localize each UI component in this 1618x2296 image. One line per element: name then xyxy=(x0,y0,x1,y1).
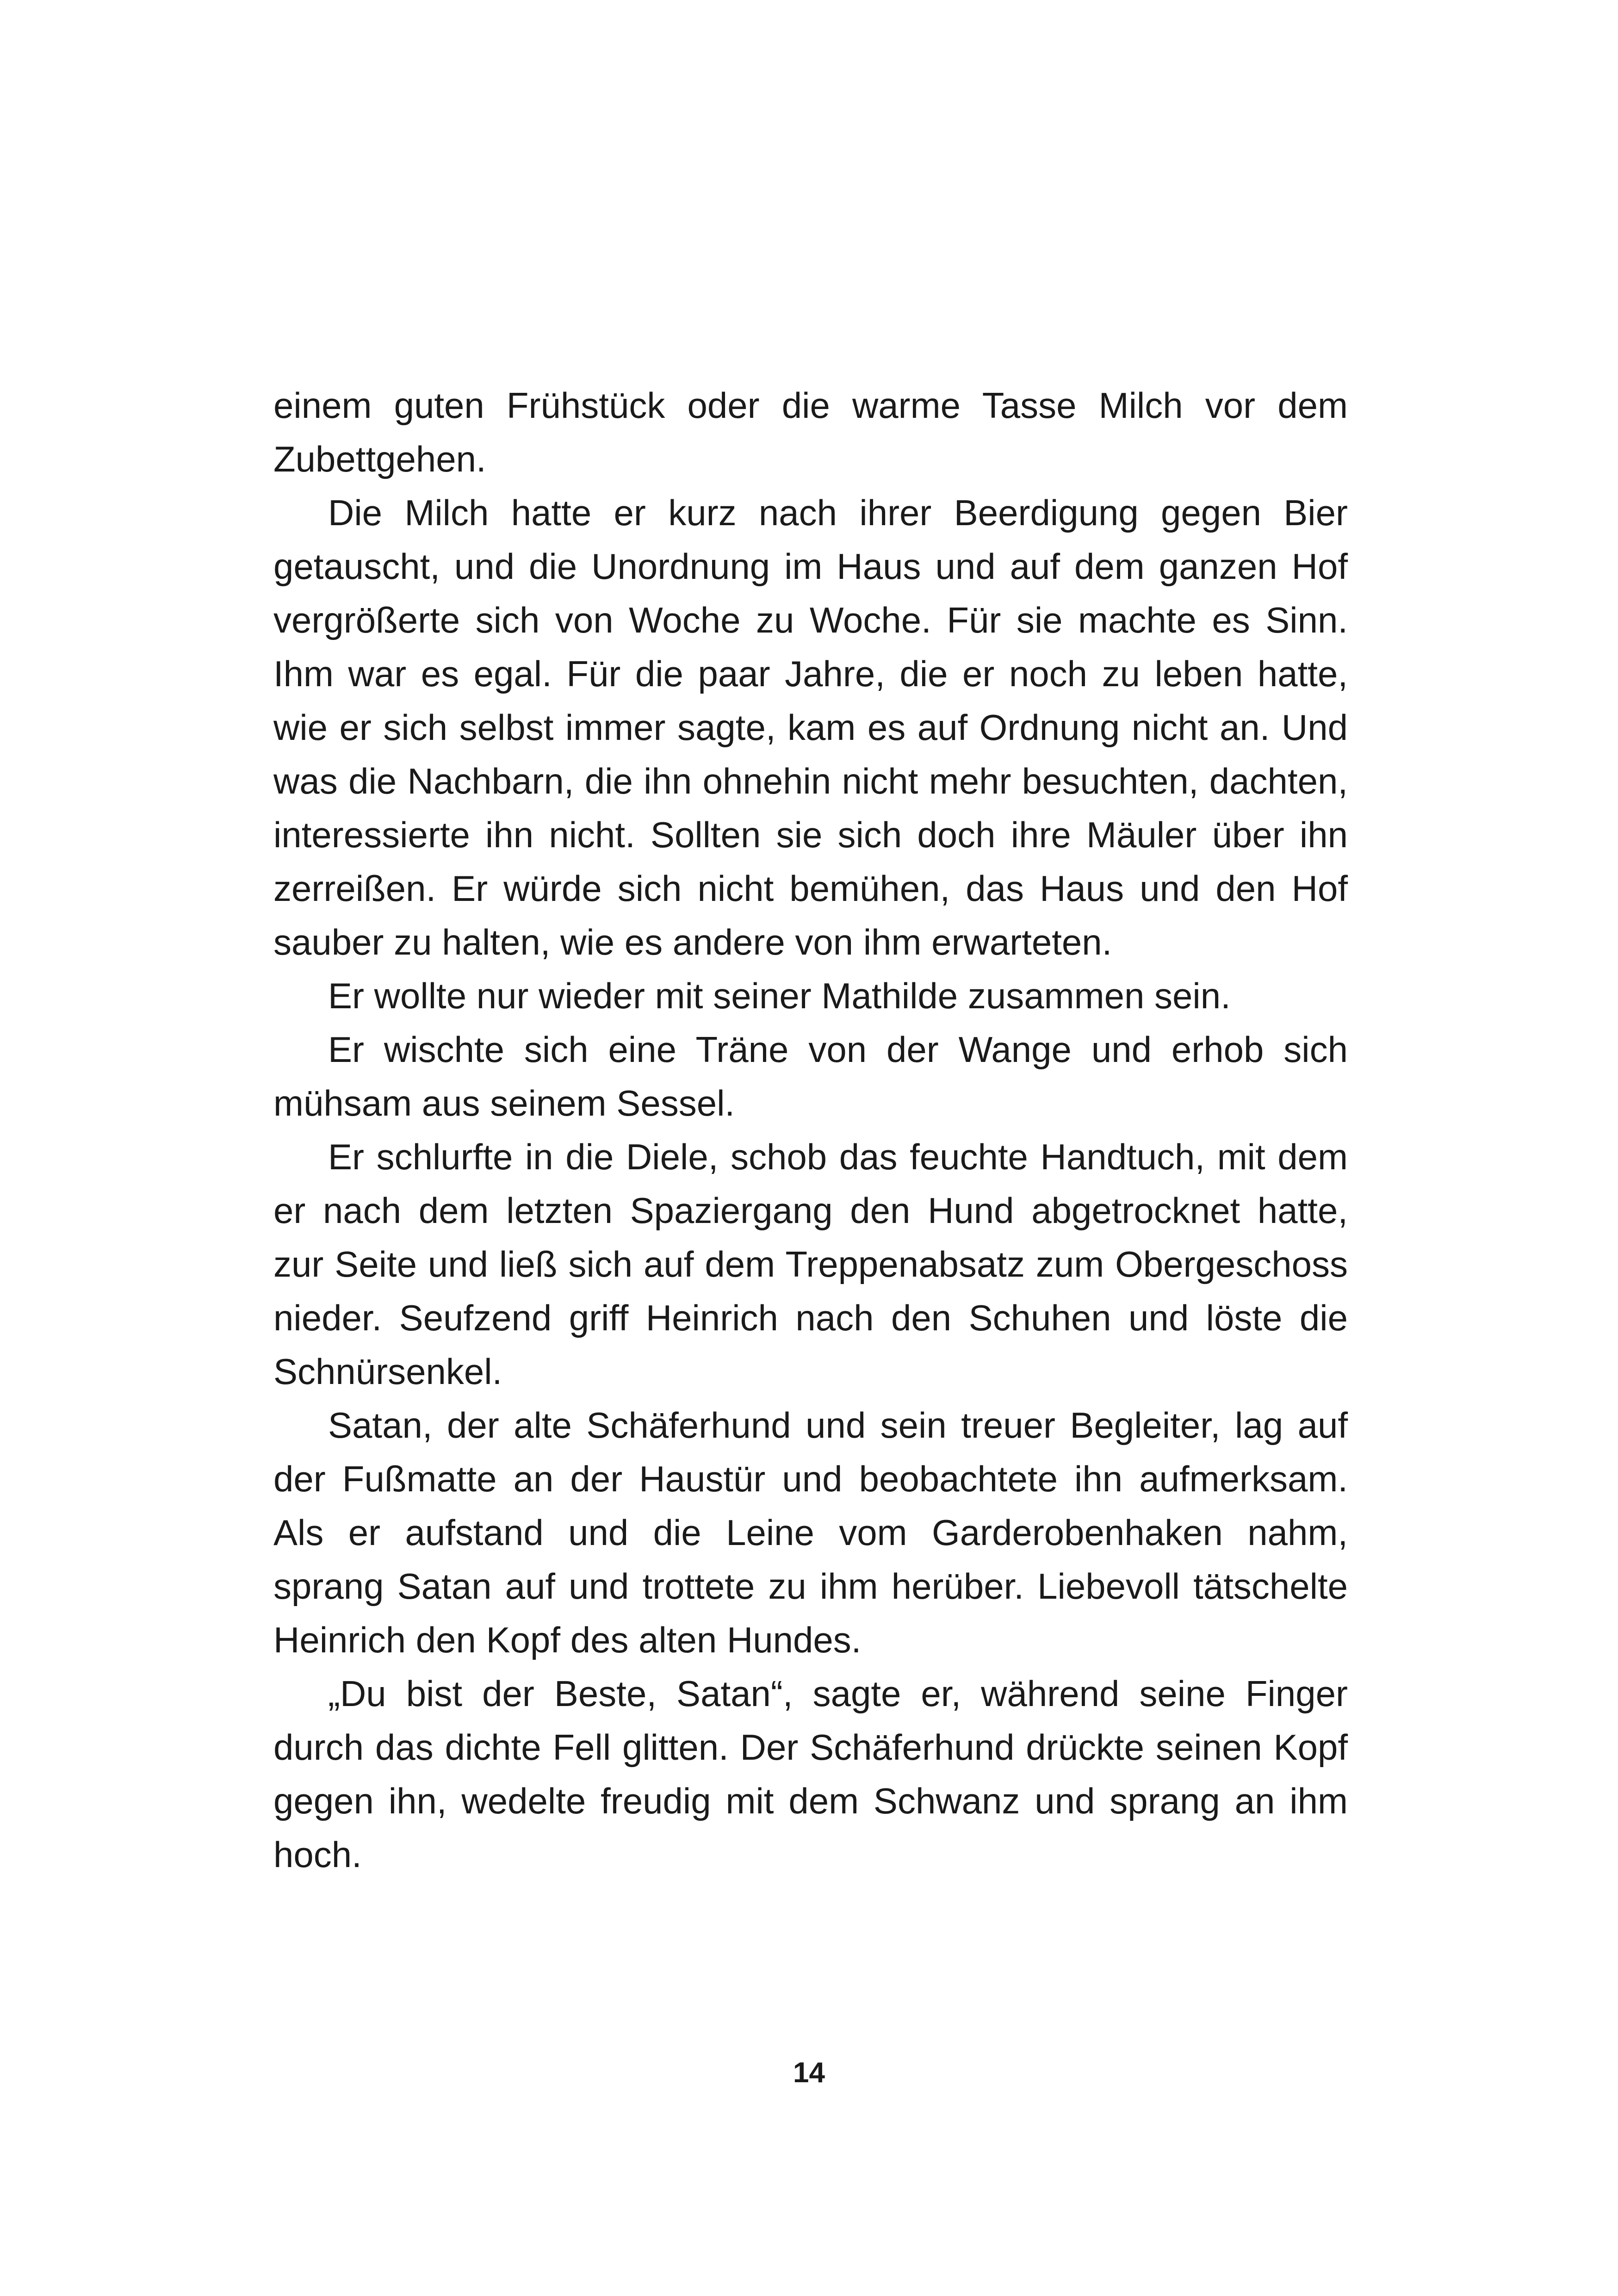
paragraph: Die Milch hatte er kurz nach ihrer Beerdigung gegen Bier getauscht, und die Unordnung im Haus und auf dem ganzen Hof vergrößerte sich von Woche zu Woche. Für sie machte es Sinn. Ihm war es egal. Für die paar Jahre, die er noch zu leben hatte, wie er sich selbst immer sagte, kam es auf Ordnung nicht an. Und was die Nachbarn, die ihn ohnehin nicht mehr besuchten, dachten, interessierte ihn nicht. Sollten sie sich doch ihre Mäuler über ihn zerreißen. Er würde sich nicht bemühen, das Haus und den Hof sauber zu halten, wie es andere von ihm erwarteten. xyxy=(273,492,1348,962)
paragraph: Er schlurfte in die Diele, schob das feuchte Handtuch, mit dem er nach dem letzten Spaziergang den Hund abgetrocknet hatte, zur Seite und ließ sich auf dem Treppenabsatz zum Obergeschoss nieder. Seufzend griff Heinrich nach den Schuhen und löste die Schnürsenkel. xyxy=(273,1136,1348,1392)
page-number: 14 xyxy=(793,2057,825,2089)
body-text xyxy=(273,379,1348,1881)
paragraph: Satan, der alte Schäferhund und sein treuer Begleiter, lag auf der Fußmatte an der Haustür und beobachtete ihn aufmerksam. Als er aufstand und die Leine vom Garderobenhaken nahm, sprang Satan auf und trottete zu ihm herüber. Liebevoll tätschelte Heinrich den Kopf des alten Hundes. xyxy=(273,1405,1348,1660)
paragraph: Er wollte nur wieder mit seiner Mathilde zusammen sein. xyxy=(328,975,1231,1016)
paragraph: „Du bist der Beste, Satan“, sagte er, während seine Finger durch das dichte Fell glitten. Der Schäferhund drückte seinen Kopf gegen ihn, wedelte freudig mit dem Schwanz und sprang an ihm hoch. xyxy=(273,1673,1348,1875)
paragraph: Er wischte sich eine Träne von der Wange und erhob sich mühsam aus seinem Sessel. xyxy=(273,1029,1348,1123)
paragraph: einem guten Frühstück oder die warme Tasse Milch vor dem Zubettgehen. xyxy=(273,385,1348,479)
